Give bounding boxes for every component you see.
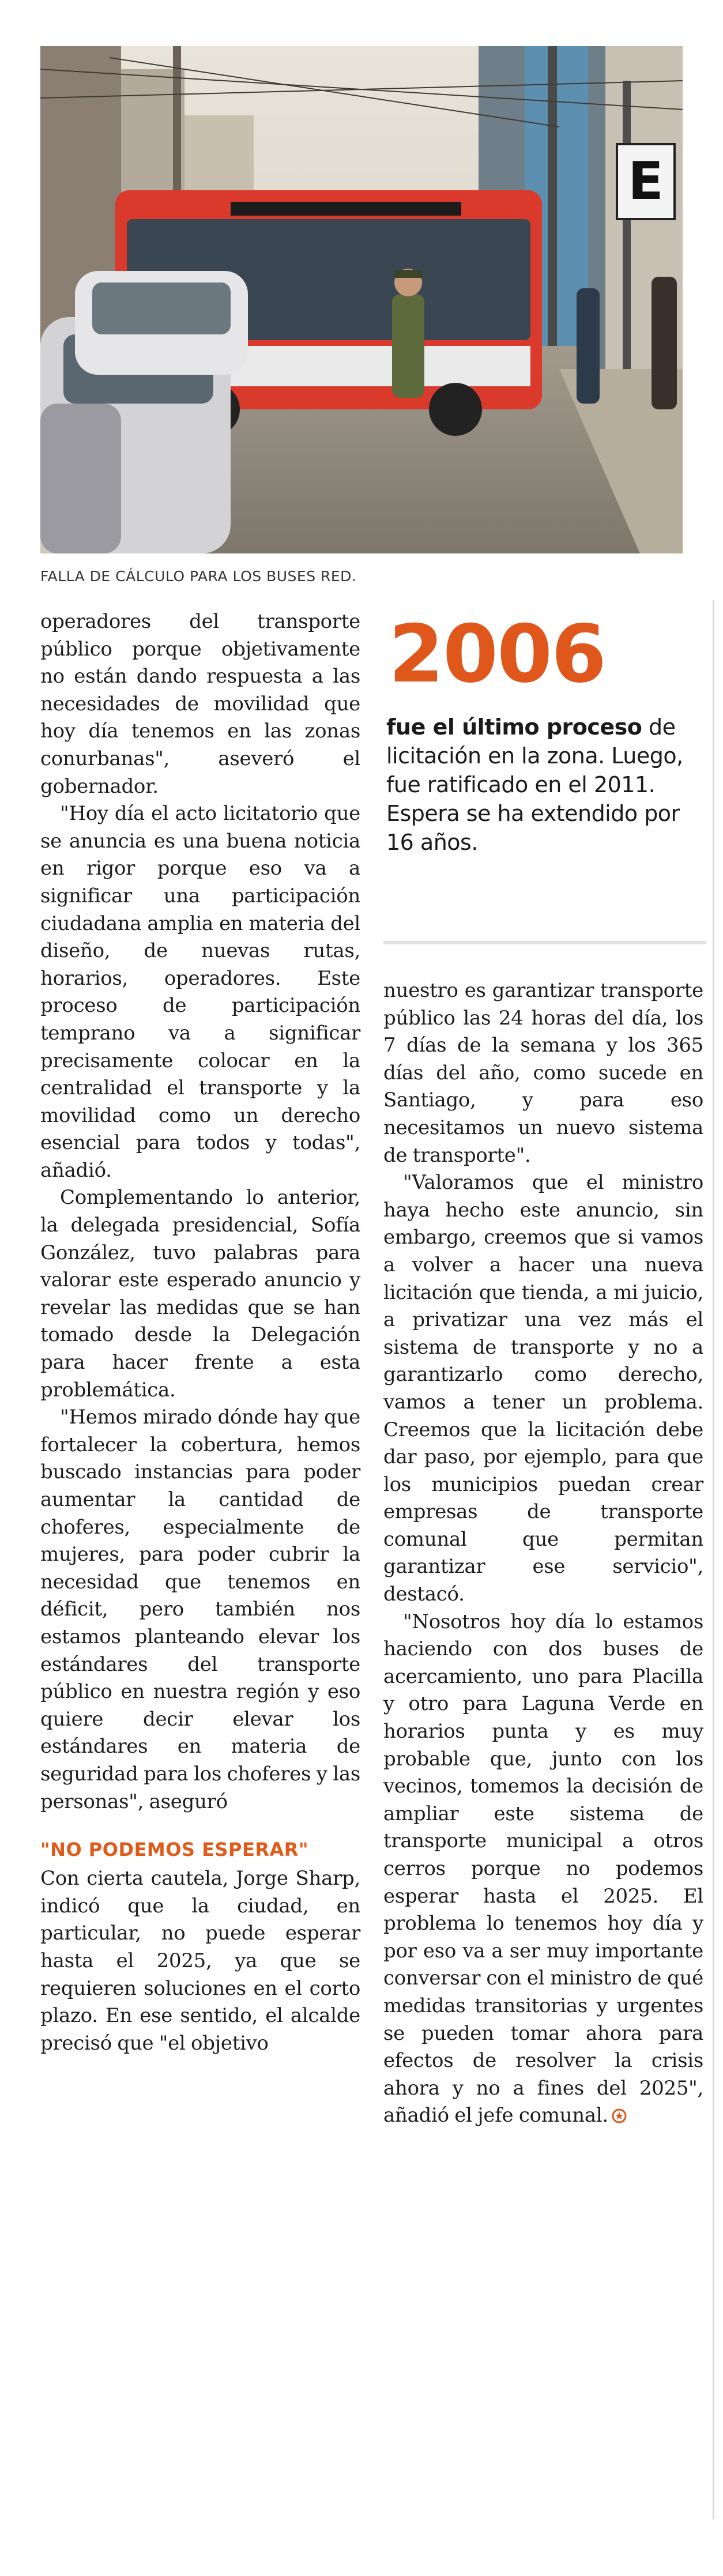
left-column bbox=[40, 608, 360, 2057]
bus-street-photo bbox=[40, 46, 683, 553]
end-of-article-icon bbox=[612, 2108, 627, 2123]
right-paragraph-3 bbox=[383, 1609, 703, 2130]
fact-box-divider bbox=[383, 941, 706, 944]
fact-rest: de licitación en la zona. Luego, fue ratificado en el 2011. Espera se ha extendido por 16 años. bbox=[386, 714, 683, 855]
parking-sign-letter: E bbox=[628, 151, 664, 212]
right-paragraph-2: "Valoramos que el ministro haya hecho este anuncio, sin embargo, creemos que si vamos a volver a hacer una nueva licitación que tienda, a mi juicio, a privatizar una vez más el sistema de transporte y no a garantizarlo como derecho, vamos a tener un problema. Creemos que la licitación debe dar paso, por ejemplo, para que los municipios puedan crear empresas de transporte comunal que permitan garantizar ese servicio", destacó. bbox=[383, 1171, 703, 1606]
left-paragraph-3: Complementando lo anterior, la delegada presidencial, Sofía González, tuvo palabras para valorar este esperado anuncio y revelar las medidas que se han tomado desde la Delegación para hacer frente a esta problemática. bbox=[40, 1186, 360, 1402]
left-paragraph-4: "Hemos mirado dónde hay que fortalecer la cobertura, hemos buscado instancias para poder aumentar la cantidad de choferes, especialmente de mujeres, para poder cubrir la necesidad que tenemos en déficit, pero también nos estamos planteando elevar los estándares del transporte público en nuestra región y eso quiere decir elevar los estándares en materia de seguridad para los choferes y las personas", aseguró bbox=[40, 1406, 360, 1813]
fact-year: 2006 bbox=[389, 608, 606, 701]
fact-text bbox=[386, 713, 698, 857]
left-paragraph-5: Con cierta cautela, Jorge Sharp, indicó que la ciudad, en particular, no puede esperar hasta el 2025, ya que se requieren soluciones en el corto plazo. En ese sentido, el alcalde precisó que "el objetivo bbox=[40, 1867, 360, 2055]
right-column bbox=[383, 977, 703, 2130]
right-paragraph-1: nuestro es garantizar transporte público las 24 horas del día, los 7 días de la semana y los 365 días del año, como sucede en Santiago, y para eso necesitamos un nuevo sistema de transporte". bbox=[383, 979, 703, 1167]
column-divider bbox=[713, 600, 714, 2519]
photo-caption: FALLA DE CÁLCULO PARA LOS BUSES RED. bbox=[40, 568, 357, 585]
right-paragraph-3-text: "Nosotros hoy día lo estamos haciendo con dos buses de acercamiento, uno para Placilla y otro para Laguna Verde en horarios punta y es muy probable que, junto con los vecinos, tomemos la decisión de ampliar este sistema de transporte municipal a otros cerros porque no podemos esperar hasta el 2025. El problema lo tenemos hoy día y por eso va a ser muy importante conversar con el ministro de qué medidas transitorias y urgentes se pueden tomar ahora para efectos de resolver la crisis ahora y no a fines del 2025", añadió el jefe comunal. bbox=[383, 1610, 703, 2127]
left-paragraph-1: operadores del transporte público porque objetivamente no están dando respuesta a las necesidades de movilidad que hoy día tenemos en las zonas conurbanas", aseveró el gobernador. bbox=[40, 610, 360, 798]
section-subhead: "NO PODEMOS ESPERAR" bbox=[40, 1839, 309, 1861]
fact-bold: fue el último proceso bbox=[386, 714, 642, 740]
fact-box bbox=[386, 608, 698, 857]
left-paragraph-2: "Hoy día el acto licitatorio que se anuncia es una buena noticia en rigor porque eso va a significar una participación ciudadana amplia en materia del diseño, de nuevas rutas, horarios, operadores. Este proceso de participación temprano va a significar precisamente colocar en la centralidad el transporte y la movilidad como un derecho esencial para todos y todas", añadió. bbox=[40, 802, 360, 1182]
photo-illustration bbox=[40, 46, 683, 553]
